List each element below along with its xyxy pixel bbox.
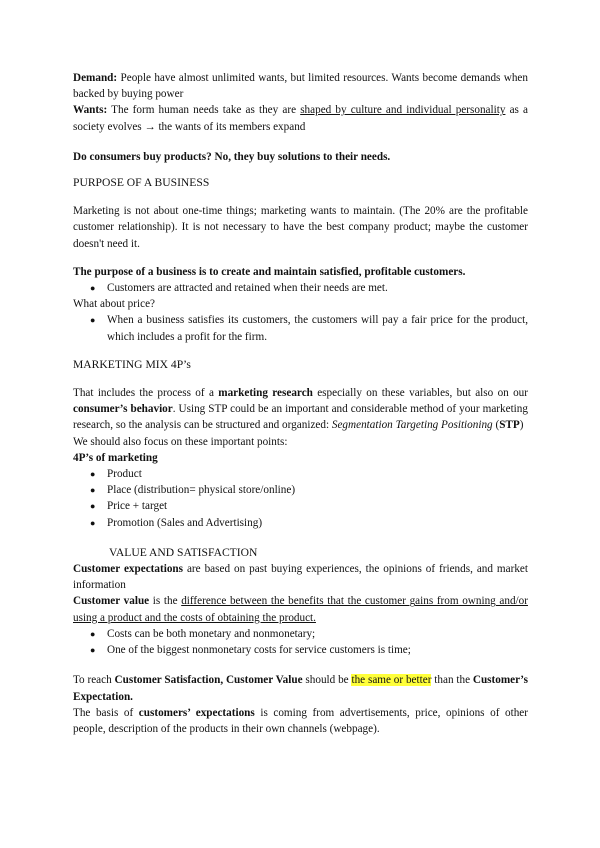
list-item: ● Place (distribution= physical store/online) — [73, 482, 528, 498]
four-ps-list — [73, 466, 528, 531]
four-ps-title: 4P’s of marketing — [73, 451, 158, 464]
demand-label: Demand: — [73, 72, 118, 84]
value-heading: VALUE AND SATISFACTION — [109, 545, 258, 559]
wants-paragraph: Wants: The form human needs take as they are shaped by culture and individual personality as a society evolves → the wants of its members expand — [73, 104, 528, 133]
highlighted-text: the same or better — [351, 674, 432, 687]
bullet-icon: ● — [90, 645, 96, 656]
basis-paragraph: The basis of customers’ expectations is coming from advertisements, price, opinions of other people, description of the products in their own channels (webpage). — [73, 706, 528, 735]
purpose-heading: PURPOSE OF A BUSINESS — [73, 176, 210, 190]
purpose-list-2 — [73, 312, 528, 344]
bullet-icon: ● — [90, 283, 96, 294]
reach-paragraph: To reach Customer Satisfaction, Customer Value should be the same or better than the Customer’s Expectation. — [73, 674, 528, 703]
demand-paragraph: Demand: People have almost unlimited wants, but limited resources. Wants become demands when backed by buying power — [73, 72, 528, 101]
mix-paragraph: That includes the process of a marketing research especially on these variables, but also on our consumer’s behavior. Using STP could be an important and considerable method of your marketing research, so the analysis can be structured and organized: Segmentation Targeting Positioning (STP) — [73, 387, 528, 432]
list-item: ● Costs can be both monetary and nonmonetary; — [73, 626, 528, 642]
list-item: ● When a business satisfies its customers, the customers will pay a fair price for the product, which includes a profit for the firm. — [90, 314, 528, 343]
bullet-icon: ● — [90, 485, 96, 496]
mix-heading: MARKETING MIX 4P’s — [73, 357, 191, 371]
list-item: ● Promotion (Sales and Advertising) — [73, 515, 528, 531]
document-body — [73, 70, 528, 737]
value-paragraph: Customer value is the difference between the benefits that the customer gains from owning and/or using a product and the costs of obtaining the product. — [73, 595, 528, 624]
bullet-icon: ● — [90, 469, 96, 480]
bullet-icon: ● — [90, 501, 96, 512]
purpose-statement: The purpose of a business is to create and maintain satisfied, profitable customers. — [73, 265, 466, 278]
bullet-icon: ● — [90, 628, 96, 639]
wants-label: Wants: — [73, 104, 108, 117]
focus-line: We should also focus on these important points: — [73, 435, 288, 448]
question-line: Do consumers buy products? No, they buy solutions to their needs. — [73, 150, 391, 163]
list-item: ● Product — [73, 466, 528, 482]
purpose-paragraph: Marketing is not about one-time things; marketing wants to maintain. (The 20% are the profitable customer relationship). It is not necessary to have the best company product; maybe the customer doesn't need it. — [73, 205, 528, 250]
bullet-icon: ● — [90, 517, 96, 528]
list-item: ● Customers are attracted and retained when their needs are met. — [73, 280, 528, 296]
value-list — [73, 626, 528, 658]
price-question: What about price? — [73, 298, 155, 311]
purpose-list-1 — [73, 280, 528, 296]
bullet-icon: ● — [90, 315, 96, 326]
expectations-paragraph: Customer expectations are based on past buying experiences, the opinions of friends, and market information — [73, 563, 528, 592]
list-item: ● Price + target — [73, 498, 528, 514]
list-item: ● One of the biggest nonmonetary costs for service customers is time; — [73, 642, 528, 658]
